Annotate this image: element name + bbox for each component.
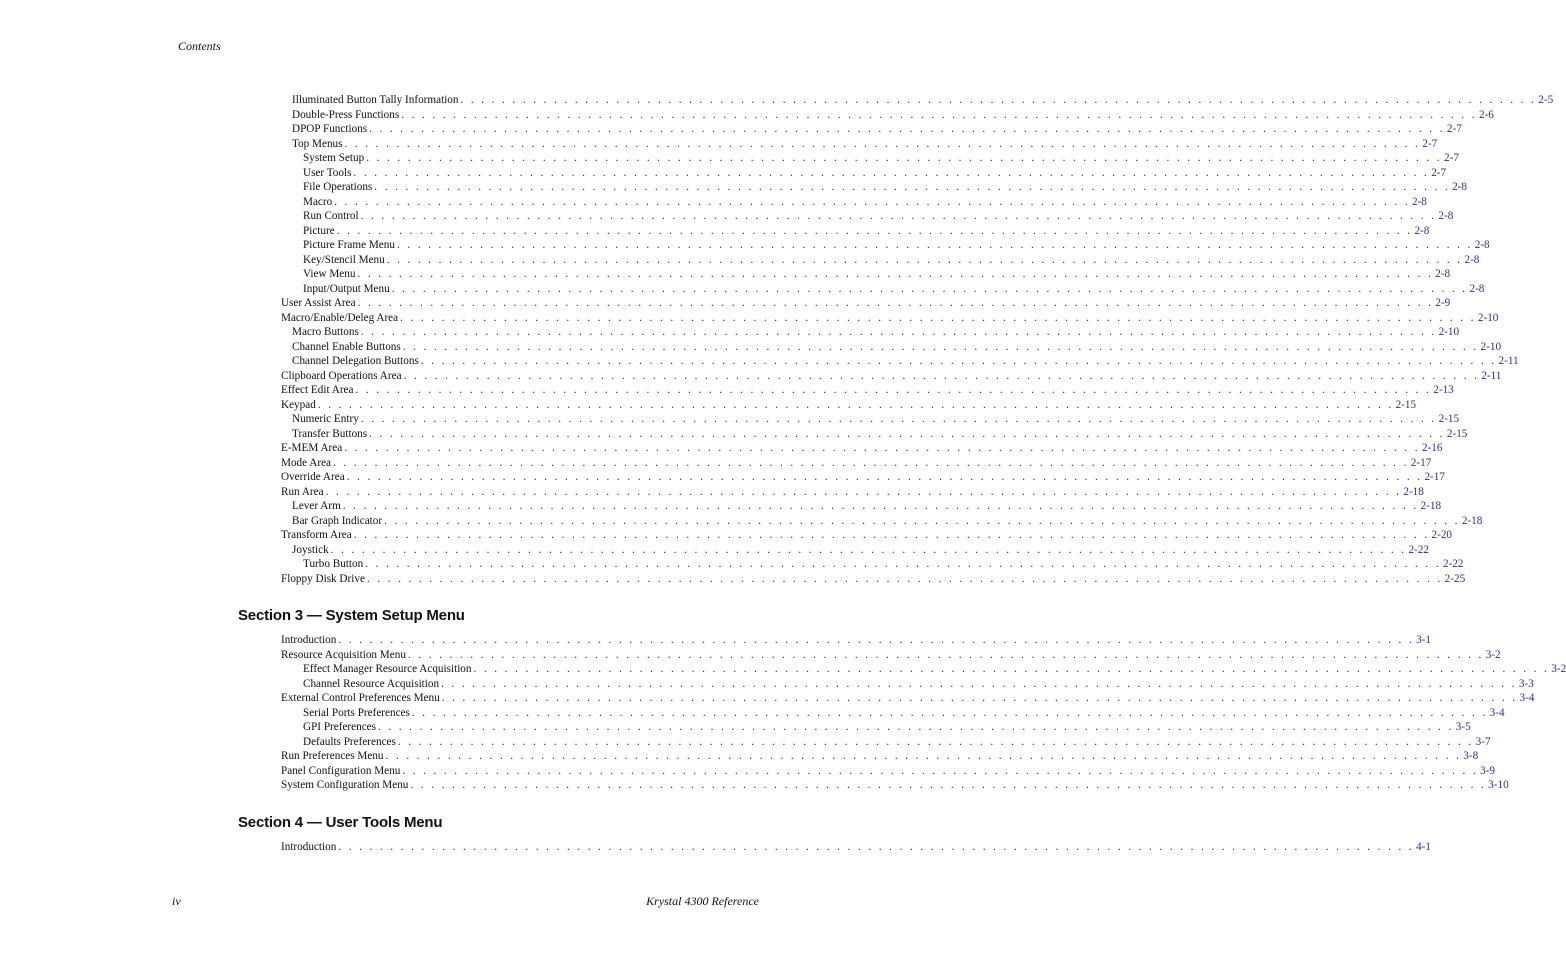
dot-leader: . . . . . . . . . . . . . . . . . . . . . . . . . . . . . . . . . . . . . . . . . . . . . . . . . . . . . . . . . . . . . . . . . . . . . . . . . . . . . . . . . . . . . . . . . . . . . . . . . . . . . . . . [402,340,1479,353]
toc-entry-page-link[interactable]: 2-15 [1446,427,1468,440]
dot-leader: . . . . . . . . . . . . . . . . . . . . . . . . . . . . . . . . . . . . . . . . . . . . . . . . . . . . . . . . . . . . . . . . . . . . . . . . . . . . . . . . . . . . . . . . . . . . . . . . . . . . . . . . [460,94,1537,106]
dot-leader: . . . . . . . . . . . . . . . . . . . . . . . . . . . . . . . . . . . . . . . . . . . . . . . . . . . . . . . . . . . . . . . . . . . . . . . . . . . . . . . . . . . . . . . . . . . . . . . . . . . . . . . . [366,572,1443,585]
dot-leader: . . . . . . . . . . . . . . . . . . . . . . . . . . . . . . . . . . . . . . . . . . . . . . . . . . . . . . . . . . . . . . . . . . . . . . . . . . . . . . . . . . . . . . . . . . . . . . . . . . . . . . . . [407,648,1484,661]
toc-entry[interactable] [292,499,1442,513]
toc-entry[interactable] [292,412,1460,426]
toc-entry-page-link[interactable]: 2-16 [1421,442,1443,454]
toc-entry-page-link[interactable]: 2-25 [1444,572,1466,585]
toc-entry[interactable] [281,470,1445,484]
toc-entry[interactable] [281,749,1479,763]
toc-entry-label: File Operations [303,181,373,193]
toc-entry-page-link[interactable]: 2-10 [1477,311,1499,324]
toc-entry[interactable] [281,764,1496,778]
dot-leader: . . . . . . . . . . . . . . . . . . . . . . . . . . . . . . . . . . . . . . . . . . . . . . . . . . . . . . . . . . . . . . . . . . . . . . . . . . . . . . . . . . . . . . . . . . . . . . . . . . . . . . . . [378,721,1454,733]
toc-entry-page-link[interactable]: 2-5 [1538,94,1554,106]
toc-entry-page-link[interactable]: 2-6 [1478,108,1494,121]
dot-leader: . . . . . . . . . . . . . . . . . . . . . . . . . . . . . . . . . . . . . . . . . . . . . . . . . . . . . . . . . . . . . . . . . . . . . . . . . . . . . . . . . . . . . . . . . . . . . . . . . . . . . . . . [473,663,1550,675]
toc-entry-label: System Configuration Menu [281,779,409,791]
toc-entry-page-link[interactable]: 3-3 [1518,677,1534,690]
toc-entry-page-link[interactable]: 2-7 [1422,137,1438,150]
toc-entry-label: Input/Output Menu [303,282,390,295]
toc-entry[interactable] [292,354,1519,368]
toc-entry[interactable] [292,325,1460,339]
toc-entry-label: Run Preferences Menu [281,750,384,762]
toc-entry[interactable] [303,662,1566,676]
toc-entry-page-link[interactable]: 2-8 [1474,239,1490,251]
toc-entry-label: Turbo Button [303,558,364,570]
toc-entry-page-link[interactable]: 2-15 [1395,398,1417,411]
toc-entry[interactable] [303,720,1471,734]
toc-entry-label: User Assist Area [281,297,356,309]
toc-entry-label: Mode Area [281,456,332,469]
toc-entry-label: Run Control [303,210,359,222]
toc-entry-page-link[interactable]: 2-15 [1438,413,1460,425]
toc-entry-label: Macro/Enable/Deleg Area [281,311,399,324]
toc-entry[interactable] [303,253,1480,267]
dot-leader: . . . . . . . . . . . . . . . . . . . . . . . . . . . . . . . . . . . . . . . . . . . . . . . . . . . . . . . . . . . . . . . . . . . . . . . . . . . . . . . . . . . . . . . . . . . . . . . . . . . . . . . . [411,706,1488,719]
toc-entry-page-link[interactable]: 3-4 [1519,692,1535,704]
toc-entry-page-link[interactable]: 2-10 [1438,326,1460,338]
toc-entry-page-link[interactable]: 2-22 [1408,543,1429,556]
toc-entry-label: GPI Preferences [303,721,376,733]
toc-entry-label: E-MEM Area [281,442,343,454]
dot-leader: . . . . . . . . . . . . . . . . . . . . . . . . . . . . . . . . . . . . . . . . . . . . . . . . . . . . . . . . . . . . . . . . . . . . . . . . . . . . . . . . . . . . . . . . . . . . . . . . . . . . . . . . [360,210,1437,222]
dot-leader: . . . . . . . . . . . . . . . . . . . . . . . . . . . . . . . . . . . . . . . . . . . . . . . . . . . . . . . . . . . . . . . . . . . . . . . . . . . . . . . . . . . . . . . . . . . . . . . . . . . . . . . . [357,268,1434,280]
toc-entry-label: Channel Enable Buttons [292,340,401,353]
dot-leader: . . . . . . . . . . . . . . . . . . . . . . . . . . . . . . . . . . . . . . . . . . . . . . . . . . . . . . . . . . . . . . . . . . . . . . . . . . . . . . . . . . . . . . . . . . . . . . . . . . . . . . . . [384,514,1460,527]
toc-entry[interactable] [303,557,1464,571]
toc-entry-page-link[interactable]: 3-1 [1416,634,1431,646]
toc-entry-label: Override Area [281,471,345,483]
toc-entry[interactable] [303,267,1451,281]
toc-entry-page-link[interactable]: 2-22 [1442,558,1464,570]
toc-entry[interactable] [303,209,1454,223]
dot-leader: . . . . . . . . . . . . . . . . . . . . . . . . . . . . . . . . . . . . . . . . . . . . . . . . . . . . . . . . . . . . . . . . . . . . . . . . . . . . . . . . . . . . . . . . . . . . . . . . . . . . . . . . [410,779,1487,791]
toc-entry-label: Keypad [281,398,316,411]
toc-entry-page-link[interactable]: 3-8 [1463,750,1479,762]
toc-entry-label: User Tools [303,166,352,179]
toc-entry-label: Macro Buttons [292,326,359,338]
toc-entry-label: DPOP Functions [292,123,368,135]
toc-entry-page-link[interactable]: 2-7 [1431,166,1447,179]
toc-entry[interactable] [303,224,1430,238]
running-head: Contents [178,39,221,53]
dot-leader: . . . . . . . . . . . . . . . . . . . . . . . . . . . . . . . . . . . . . . . . . . . . . . . . . . . . . . . . . . . . . . . . . . . . . . . . . . . . . . . . . . . . . . . . . . . . . . . . . . . . . . . . [360,326,1437,338]
dot-leader: . . . . . . . . . . . . . . . . . . . . . . . . . . . . . . . . . . . . . . . . . . . . . . . . . . . . . . . . . . . . . . . . . . . . . . . . . . . . . . . . . . . . . . . . . . . . . . . . . . . . . . . . [334,195,1410,208]
dot-leader: . . . . . . . . . . . . . . . . . . . . . . . . . . . . . . . . . . . . . . . . . . . . . . . . . . . . . . . . . . . . . . . . . . . . . . . . . . . . . . . . . . . . . . . . . . . . . . . . . . . . . . . . [366,152,1442,164]
toc-entry-label: Resource Acquisition Menu [281,648,406,661]
toc-entry-page-link[interactable]: 2-18 [1420,500,1442,512]
dot-leader: . . . . . . . . . . . . . . . . . . . . . . . . . . . . . . . . . . . . . . . . . . . . . . . . . . . . . . . . . . . . . . . . . . . . . . . . . . . . . . . . . . . . . . . . . . . . . . . . . . . . . . . . [330,543,1407,556]
toc-entry[interactable] [303,180,1467,194]
dot-leader: . . . . . . . . . . . . . . . . . . . . . . . . . . . . . . . . . . . . . . . . . . . . . . . . . . . . . . . . . . . . . . . . . . . . . . . . . . . . . . . . . . . . . . . . . . . . . . . . . . . . . . . . [338,841,1415,853]
toc-entry-label: View Menu [303,268,356,280]
toc-entry[interactable] [292,122,1462,136]
toc-entry-label: Run Area [281,485,324,498]
toc-entry[interactable] [303,706,1505,720]
toc-entry-label: Defaults Preferences [303,735,396,748]
toc-entry-page-link[interactable]: 3-4 [1489,706,1505,719]
dot-leader: . . . . . . . . . . . . . . . . . . . . . . . . . . . . . . . . . . . . . . . . . . . . . . . . . . . . . . . . . . . . . . . . . . . . . . . . . . . . . . . . . . . . . . . . . . . . . . . . . . . . . . . . [441,677,1517,690]
toc-entry-label: Channel Resource Acquisition [303,677,440,690]
toc-entry-page-link[interactable]: 2-17 [1424,471,1445,483]
toc-entry-label: Effect Manager Resource Acquisition [303,663,472,675]
toc-entry[interactable] [281,398,1417,412]
dot-leader: . . . . . . . . . . . . . . . . . . . . . . . . . . . . . . . . . . . . . . . . . . . . . . . . . . . . . . . . . . . . . . . . . . . . . . . . . . . . . . . . . . . . . . . . . . . . . . . . . . . . . . . . [344,442,1420,454]
toc-entry[interactable] [281,296,1451,310]
toc-entry-page-link[interactable]: 4-1 [1416,841,1431,853]
toc-entry-label: Channel Delegation Buttons [292,355,419,367]
toc-entry-page-link[interactable]: 2-18 [1461,514,1483,527]
toc-entry[interactable] [281,311,1499,325]
toc-entry-page-link[interactable]: 2-9 [1435,297,1451,309]
toc-entry[interactable] [303,166,1447,180]
dot-leader: . . . . . . . . . . . . . . . . . . . . . . . . . . . . . . . . . . . . . . . . . . . . . . . . . . . . . . . . . . . . . . . . . . . . . . . . . . . . . . . . . . . . . . . . . . . . . . . . . . . . . . . . [325,485,1402,498]
toc-entry-label: Macro [303,195,333,208]
dot-leader: . . . . . . . . . . . . . . . . . . . . . . . . . . . . . . . . . . . . . . . . . . . . . . . . . . . . . . . . . . . . . . . . . . . . . . . . . . . . . . . . . . . . . . . . . . . . . . . . . . . . . . . . [386,253,1463,266]
toc-entry[interactable] [292,137,1438,151]
dot-leader: . . . . . . . . . . . . . . . . . . . . . . . . . . . . . . . . . . . . . . . . . . . . . . . . . . . . . . . . . . . . . . . . . . . . . . . . . . . . . . . . . . . . . . . . . . . . . . . . . . . . . . . . [344,137,1421,150]
toc-entry[interactable] [281,778,1509,792]
toc-entry-page-link[interactable]: 2-8 [1438,210,1454,222]
toc-entry-label: Top Menus [292,137,343,150]
dot-leader: . . . . . . . . . . . . . . . . . . . . . . . . . . . . . . . . . . . . . . . . . . . . . . . . . . . . . . . . . . . . . . . . . . . . . . . . . . . . . . . . . . . . . . . . . . . . . . . . . . . . . . . . [369,427,1445,440]
toc-entry[interactable] [292,108,1494,122]
toc-entry-label: Bar Graph Indicator [292,514,383,527]
dot-leader: . . . . . . . . . . . . . . . . . . . . . . . . . . . . . . . . . . . . . . . . . . . . . . . . . . . . . . . . . . . . . . . . . . . . . . . . . . . . . . . . . . . . . . . . . . . . . . . . . . . . . . . . [333,456,1409,469]
toc-entry-label: Clipboard Operations Area [281,369,402,382]
dot-leader: . . . . . . . . . . . . . . . . . . . . . . . . . . . . . . . . . . . . . . . . . . . . . . . . . . . . . . . . . . . . . . . . . . . . . . . . . . . . . . . . . . . . . . . . . . . . . . . . . . . . . . . . [401,108,1477,121]
dot-leader: . . . . . . . . . . . . . . . . . . . . . . . . . . . . . . . . . . . . . . . . . . . . . . . . . . . . . . . . . . . . . . . . . . . . . . . . . . . . . . . . . . . . . . . . . . . . . . . . . . . . . . . . [374,181,1451,193]
toc-entry[interactable] [303,282,1485,296]
toc-entry-page-link[interactable]: 3-2 [1485,648,1501,661]
toc-entry[interactable] [281,441,1443,455]
toc-entry-page-link[interactable]: 2-8 [1414,224,1430,237]
toc-entry-page-link[interactable]: 2-18 [1403,485,1424,498]
toc-entry-label: Floppy Disk Drive [281,572,365,585]
toc-entry-label: Introduction [281,841,337,853]
dot-leader: . . . . . . . . . . . . . . . . . . . . . . . . . . . . . . . . . . . . . . . . . . . . . . . . . . . . . . . . . . . . . . . . . . . . . . . . . . . . . . . . . . . . . . . . . . . . . . . . . . . . . . . . [400,311,1476,324]
toc-entry-page-link[interactable]: 2-8 [1411,195,1427,208]
toc-entry-page-link[interactable]: 2-13 [1433,384,1454,396]
toc-entry-label: External Control Preferences Menu [281,692,440,704]
toc-entry[interactable] [303,151,1459,165]
dot-leader: . . . . . . . . . . . . . . . . . . . . . . . . . . . . . . . . . . . . . . . . . . . . . . . . . . . . . . . . . . . . . . . . . . . . . . . . . . . . . . . . . . . . . . . . . . . . . . . . . . . . . . . . [353,529,1430,541]
toc-entry[interactable] [281,528,1453,542]
dot-leader: . . . . . . . . . . . . . . . . . . . . . . . . . . . . . . . . . . . . . . . . . . . . . . . . . . . . . . . . . . . . . . . . . . . . . . . . . . . . . . . . . . . . . . . . . . . . . . . . . . . . . . . . [420,355,1497,367]
dot-leader: . . . . . . . . . . . . . . . . . . . . . . . . . . . . . . . . . . . . . . . . . . . . . . . . . . . . . . . . . . . . . . . . . . . . . . . . . . . . . . . . . . . . . . . . . . . . . . . . . . . . . . . . [346,471,1423,483]
dot-leader: . . . . . . . . . . . . . . . . . . . . . . . . . . . . . . . . . . . . . . . . . . . . . . . . . . . . . . . . . . . . . . . . . . . . . . . . . . . . . . . . . . . . . . . . . . . . . . . . . . . . . . . . [342,500,1419,512]
toc-entry-label: Effect Edit Area [281,384,354,396]
toc-entry[interactable] [292,514,1483,528]
toc-entry-page-link[interactable]: 2-8 [1469,282,1485,295]
toc-entry-page-link[interactable]: 3-7 [1475,735,1491,748]
toc-entry-label: Transfer Buttons [292,427,368,440]
toc-entry-page-link[interactable]: 2-20 [1431,529,1453,541]
toc-entry[interactable] [303,735,1491,749]
dot-leader: . . . . . . . . . . . . . . . . . . . . . . . . . . . . . . . . . . . . . . . . . . . . . . . . . . . . . . . . . . . . . . . . . . . . . . . . . . . . . . . . . . . . . . . . . . . . . . . . . . . . . . . . [396,239,1473,251]
dot-leader: . . . . . . . . . . . . . . . . . . . . . . . . . . . . . . . . . . . . . . . . . . . . . . . . . . . . . . . . . . . . . . . . . . . . . . . . . . . . . . . . . . . . . . . . . . . . . . . . . . . . . . . . [357,297,1434,309]
dot-leader: . . . . . . . . . . . . . . . . . . . . . . . . . . . . . . . . . . . . . . . . . . . . . . . . . . . . . . . . . . . . . . . . . . . . . . . . . . . . . . . . . . . . . . . . . . . . . . . . . . . . . . . . [353,166,1430,179]
dot-leader: . . . . . . . . . . . . . . . . . . . . . . . . . . . . . . . . . . . . . . . . . . . . . . . . . . . . . . . . . . . . . . . . . . . . . . . . . . . . . . . . . . . . . . . . . . . . . . . . . . . . . . . . [403,369,1480,382]
toc-entry-page-link[interactable]: 2-10 [1480,340,1502,353]
dot-leader: . . . . . . . . . . . . . . . . . . . . . . . . . . . . . . . . . . . . . . . . . . . . . . . . . . . . . . . . . . . . . . . . . . . . . . . . . . . . . . . . . . . . . . . . . . . . . . . . . . . . . . . . [369,123,1445,135]
toc-entry[interactable] [303,195,1427,209]
dot-leader: . . . . . . . . . . . . . . . . . . . . . . . . . . . . . . . . . . . . . . . . . . . . . . . . . . . . . . . . . . . . . . . . . . . . . . . . . . . . . . . . . . . . . . . . . . . . . . . . . . . . . . . . [336,224,1413,237]
dot-leader: . . . . . . . . . . . . . . . . . . . . . . . . . . . . . . . . . . . . . . . . . . . . . . . . . . . . . . . . . . . . . . . . . . . . . . . . . . . . . . . . . . . . . . . . . . . . . . . . . . . . . . . . [360,413,1437,425]
toc-entry-label: Numeric Entry [292,413,359,425]
toc-entry[interactable] [281,633,1431,647]
toc-entry[interactable] [281,648,1501,662]
toc-entry[interactable] [281,383,1454,397]
toc-entry-label: Key/Stencil Menu [303,253,385,266]
toc-entry-page-link[interactable]: 2-7 [1446,123,1462,135]
toc-entry[interactable] [281,572,1466,586]
toc-entry-label: Picture Frame Menu [303,239,395,251]
dot-leader: . . . . . . . . . . . . . . . . . . . . . . . . . . . . . . . . . . . . . . . . . . . . . . . . . . . . . . . . . . . . . . . . . . . . . . . . . . . . . . . . . . . . . . . . . . . . . . . . . . . . . . . . [397,735,1474,748]
toc-entry[interactable] [281,485,1424,499]
toc-entry[interactable] [292,93,1554,107]
toc-entry-label: Lever Arm [292,500,341,512]
toc-entry-page-link[interactable]: 3-9 [1480,764,1496,777]
toc-entry-label: Serial Ports Preferences [303,706,410,719]
toc-entry[interactable] [281,691,1535,705]
toc-entry-page-link[interactable]: 3-10 [1488,779,1509,791]
toc-entry-page-link[interactable]: 2-11 [1498,355,1519,367]
toc-entry-page-link[interactable]: 2-8 [1452,181,1467,193]
toc-entry-label: System Setup [303,152,365,164]
toc-entry-page-link[interactable]: 3-2 [1551,663,1566,675]
toc-entry-label: Panel Configuration Menu [281,764,401,777]
dot-leader: . . . . . . . . . . . . . . . . . . . . . . . . . . . . . . . . . . . . . . . . . . . . . . . . . . . . . . . . . . . . . . . . . . . . . . . . . . . . . . . . . . . . . . . . . . . . . . . . . . . . . . . . [365,558,1441,570]
toc-entry-page-link[interactable]: 2-8 [1464,253,1480,266]
toc-entry-label: Illuminated Button Tally Information [292,94,459,106]
toc-entry[interactable] [303,677,1534,691]
toc-entry[interactable] [281,840,1431,854]
toc-entry-page-link[interactable]: 2-17 [1410,456,1432,469]
dot-leader: . . . . . . . . . . . . . . . . . . . . . . . . . . . . . . . . . . . . . . . . . . . . . . . . . . . . . . . . . . . . . . . . . . . . . . . . . . . . . . . . . . . . . . . . . . . . . . . . . . . . . . . . [391,282,1468,295]
footer-page-number: iv [172,894,181,908]
toc-entry-label: Double-Press Functions [292,108,400,121]
footer-book-title: Krystal 4300 Reference [646,894,759,908]
toc-entry-label: Picture [303,224,335,237]
toc-entry-label: Transform Area [281,529,352,541]
dot-leader: . . . . . . . . . . . . . . . . . . . . . . . . . . . . . . . . . . . . . . . . . . . . . . . . . . . . . . . . . . . . . . . . . . . . . . . . . . . . . . . . . . . . . . . . . . . . . . . . . . . . . . . . [317,398,1394,411]
toc-entry[interactable] [281,456,1432,470]
toc-entry-page-link[interactable]: 2-7 [1444,152,1459,164]
dot-leader: . . . . . . . . . . . . . . . . . . . . . . . . . . . . . . . . . . . . . . . . . . . . . . . . . . . . . . . . . . . . . . . . . . . . . . . . . . . . . . . . . . . . . . . . . . . . . . . . . . . . . . . . [402,764,1479,777]
toc-entry-label: Joystick [292,543,329,556]
toc-entry[interactable] [292,340,1502,354]
toc-entry-page-link[interactable]: 2-11 [1481,369,1502,382]
dot-leader: . . . . . . . . . . . . . . . . . . . . . . . . . . . . . . . . . . . . . . . . . . . . . . . . . . . . . . . . . . . . . . . . . . . . . . . . . . . . . . . . . . . . . . . . . . . . . . . . . . . . . . . . [441,692,1518,704]
toc-entry[interactable] [281,369,1502,383]
toc-entry[interactable] [303,238,1490,252]
toc-entry[interactable] [292,427,1468,441]
section-4-heading: Section 4 — User Tools Menu [238,814,443,831]
dot-leader: . . . . . . . . . . . . . . . . . . . . . . . . . . . . . . . . . . . . . . . . . . . . . . . . . . . . . . . . . . . . . . . . . . . . . . . . . . . . . . . . . . . . . . . . . . . . . . . . . . . . . . . . [338,634,1415,646]
section-3-heading: Section 3 — System Setup Menu [238,607,465,624]
toc-entry-page-link[interactable]: 2-8 [1435,268,1451,280]
toc-entry[interactable] [292,543,1429,557]
toc-entry-label: Introduction [281,634,337,646]
dot-leader: . . . . . . . . . . . . . . . . . . . . . . . . . . . . . . . . . . . . . . . . . . . . . . . . . . . . . . . . . . . . . . . . . . . . . . . . . . . . . . . . . . . . . . . . . . . . . . . . . . . . . . . . [385,750,1462,762]
dot-leader: . . . . . . . . . . . . . . . . . . . . . . . . . . . . . . . . . . . . . . . . . . . . . . . . . . . . . . . . . . . . . . . . . . . . . . . . . . . . . . . . . . . . . . . . . . . . . . . . . . . . . . . . [355,384,1432,396]
toc-entry-page-link[interactable]: 3-5 [1455,721,1471,733]
